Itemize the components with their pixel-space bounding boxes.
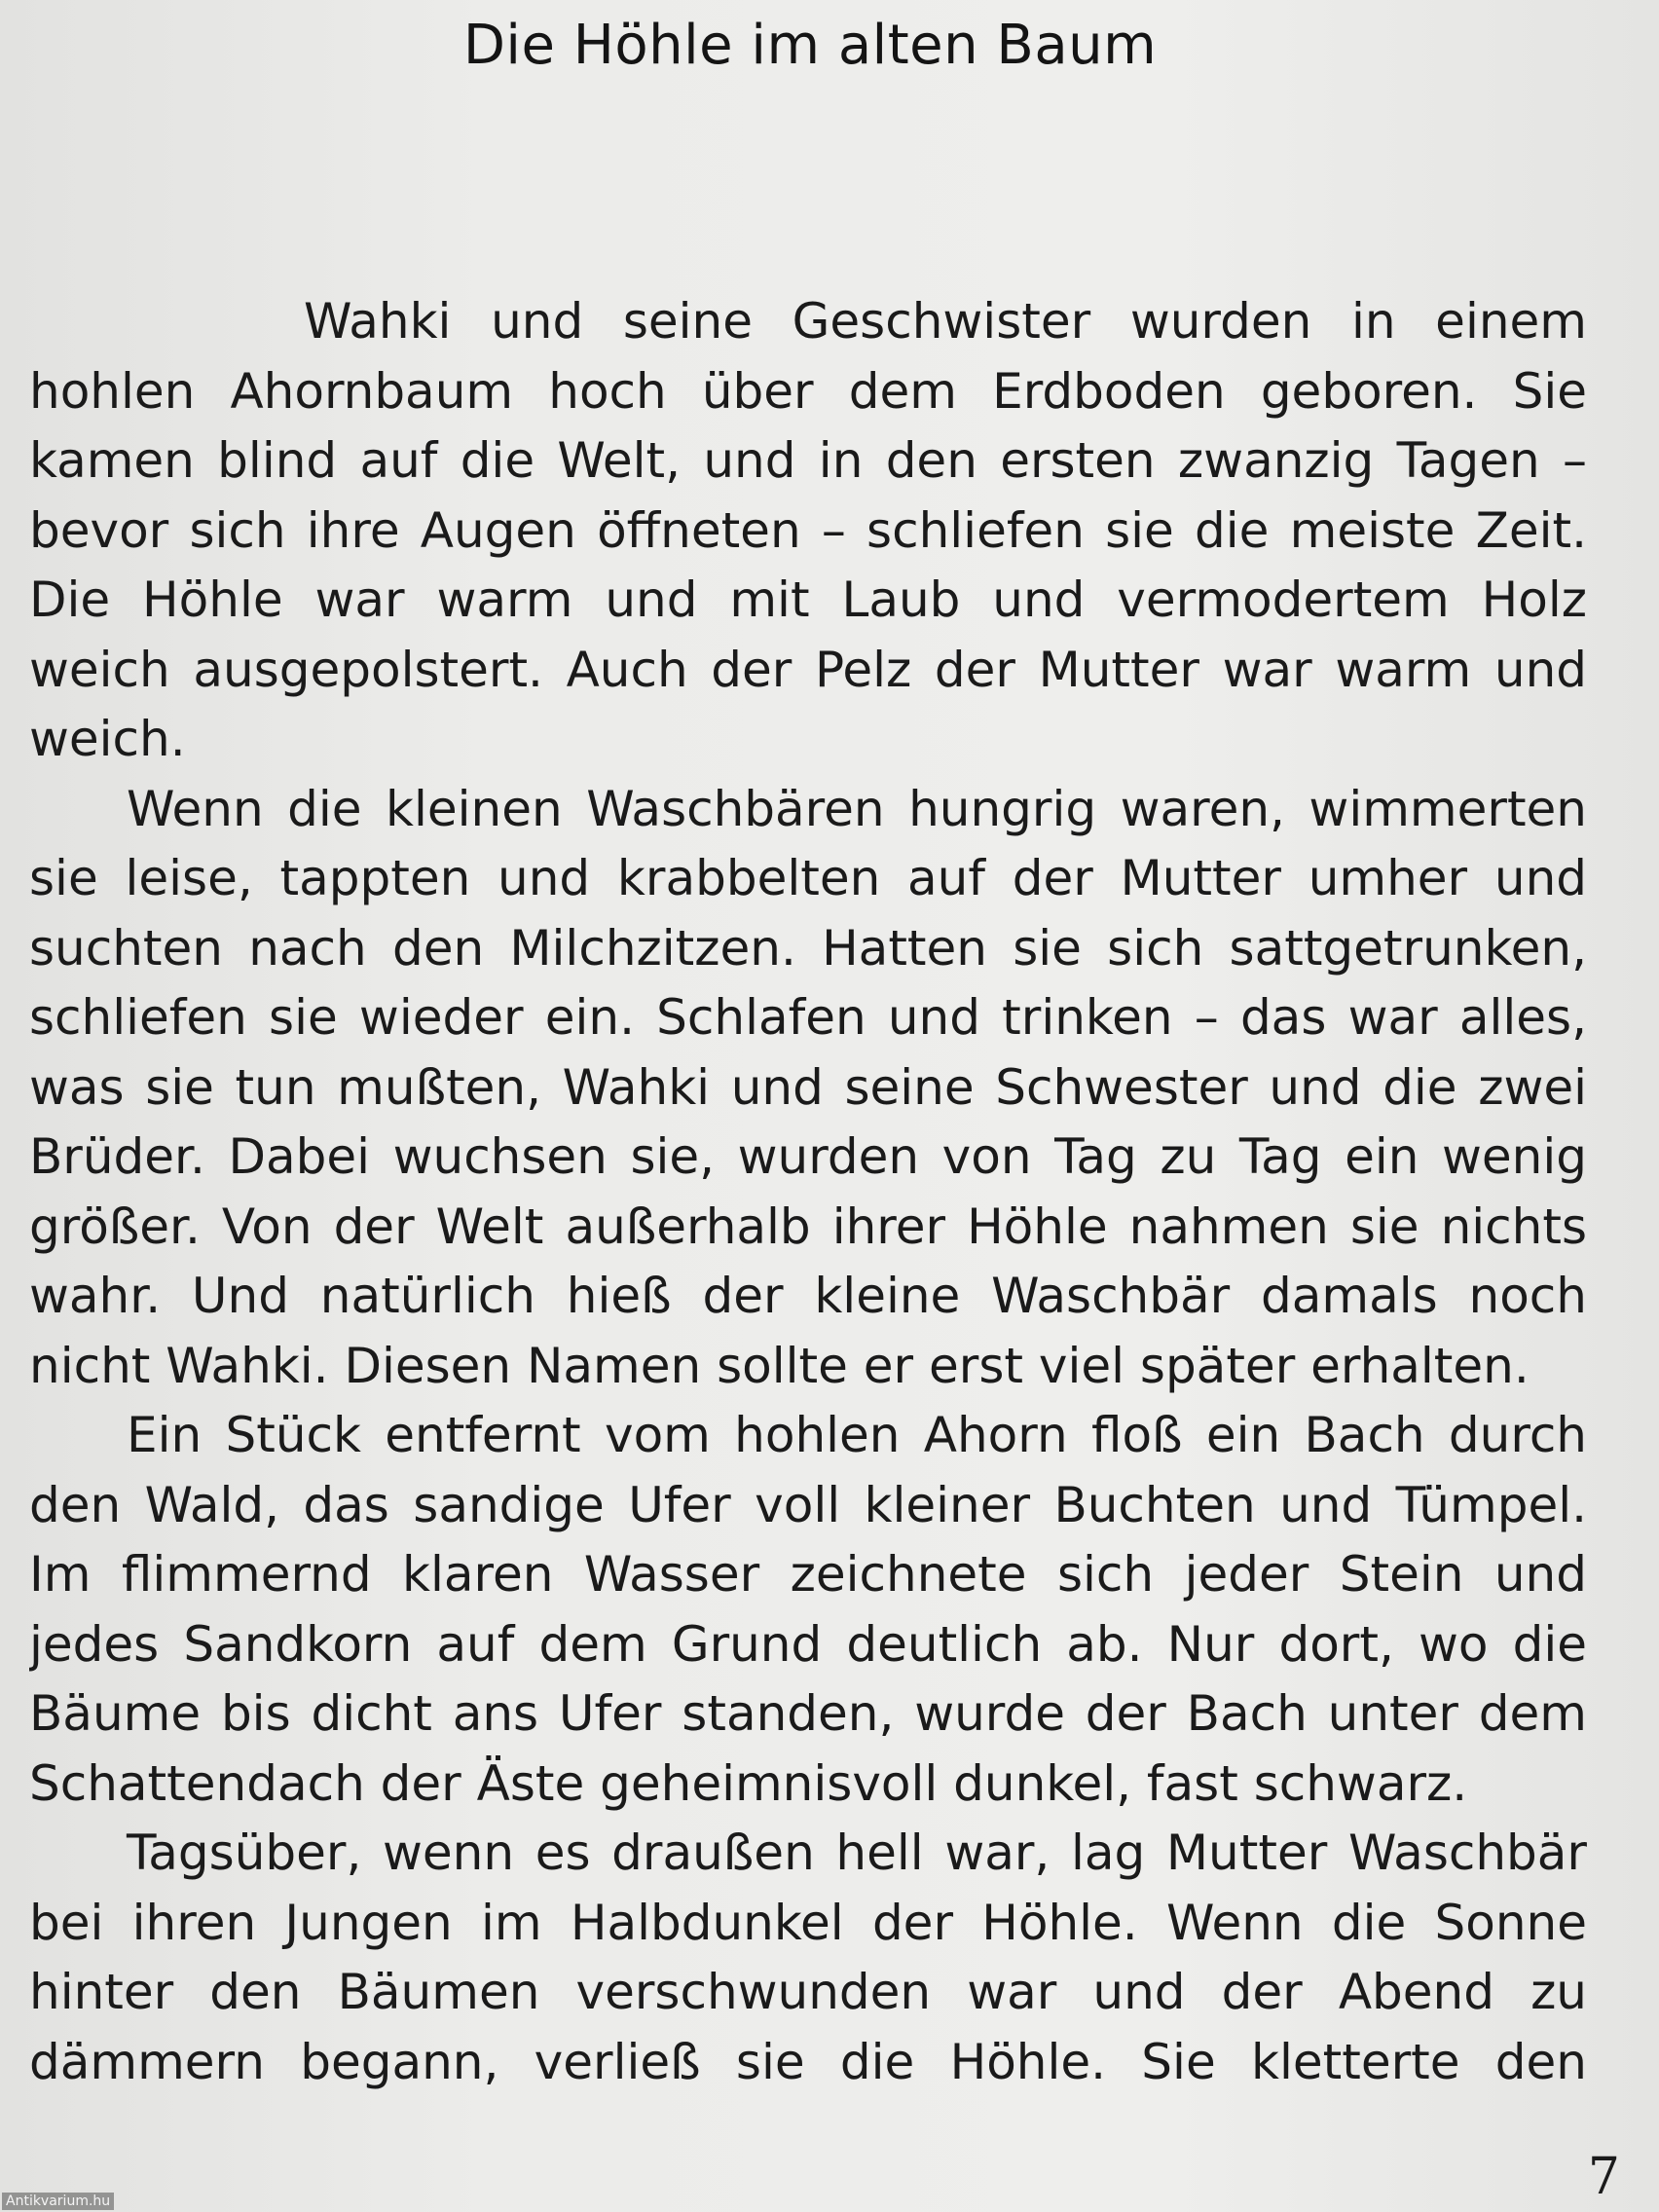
text-line: hinter den Bäumen verschwunden war und der Abend zu — [29, 1964, 1587, 2020]
text-line: dämmern begann, verließ sie die Höhle. Sie kletterte den — [29, 2033, 1587, 2090]
text-line: Bäume bis dicht ans Ufer standen, wurde der Bach unter dem — [29, 1685, 1587, 1742]
text-line: bevor sich ihre Augen öffneten – schliefen sie die meiste Zeit. — [29, 501, 1587, 559]
text-line: sie leise, tappten und krabbelten auf der Mutter umher und — [29, 850, 1587, 906]
text-line: kamen blind auf die Welt, und in den ersten zwanzig Tagen – — [29, 432, 1587, 489]
text-line: den Wald, das sandige Ufer voll kleiner Buchten und Tümpel. — [29, 1476, 1587, 1533]
text-line: jedes Sandkorn auf dem Grund deutlich ab. Nur dort, wo die — [29, 1615, 1587, 1673]
text-line: Im flimmernd klaren Wasser zeichnete sich jeder Stein und — [29, 1546, 1587, 1603]
text-line: weich ausgepolstert. Auch der Pelz der Mutter war warm und — [29, 641, 1587, 698]
text-line: nicht Wahki. Diesen Namen sollte er erst viel später erhalten. — [29, 1337, 1530, 1394]
text-line: Die Höhle war warm und mit Laub und vermodertem Holz — [29, 571, 1587, 628]
text-line: wahr. Und natürlich hieß der kleine Waschbär damals noch — [29, 1268, 1587, 1324]
text-line: Brüder. Dabei wuchsen sie, wurden von Tag zu Tag ein wenig — [29, 1128, 1587, 1185]
text-line: Wenn die kleinen Waschbären hungrig waren, wimmerten — [127, 780, 1587, 837]
chapter-title: Die Höhle im alten Baum — [462, 14, 1158, 77]
text-line: hohlen Ahornbaum hoch über dem Erdboden geboren. Sie — [29, 362, 1587, 420]
text-line: schliefen sie wieder ein. Schlafen und trinken – das war alles, — [29, 989, 1587, 1046]
text-line: Tagsüber, wenn es draußen hell war, lag Mutter Waschbär — [127, 1825, 1587, 1881]
text-line: was sie tun mußten, Wahki und seine Schwester und die zwei — [29, 1058, 1587, 1116]
text-line: bei ihren Jungen im Halbdunkel der Höhle. Wenn die Sonne — [29, 1894, 1587, 1951]
watermark: Antikvarium.hu — [2, 2193, 114, 2210]
text-line: Wahki und seine Geschwister wurden in einem — [304, 293, 1587, 350]
text-line: Ein Stück entfernt vom hohlen Ahorn floß ein Bach durch — [127, 1407, 1587, 1463]
text-line: größer. Von der Welt außerhalb ihrer Höhle nahmen sie nichts — [29, 1198, 1587, 1255]
text-line: weich. — [29, 711, 186, 767]
text-line: suchten nach den Milchzitzen. Hatten sie sich sattgetrunken, — [29, 919, 1587, 977]
page-number: 7 — [1587, 2148, 1620, 2206]
body-text — [29, 287, 1587, 2097]
text-line: Schattendach der Äste geheimnisvoll dunkel, fast schwarz. — [29, 1754, 1468, 1812]
